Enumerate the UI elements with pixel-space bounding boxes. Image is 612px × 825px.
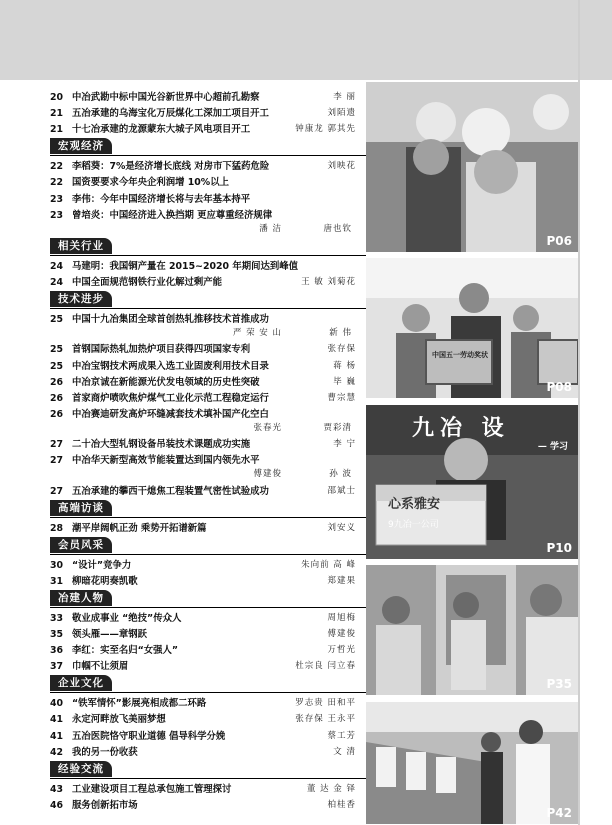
photo-p10-label: P10 (546, 541, 572, 555)
author-name: 张春光 (253, 422, 282, 433)
page-number: 36 (50, 645, 64, 657)
photo-p35-image (366, 565, 578, 695)
page-number: 21 (50, 124, 64, 136)
photo-p08[interactable] (366, 258, 578, 398)
article-author: 毕 巍 (333, 376, 356, 387)
page-number: 22 (50, 177, 64, 189)
page-number: 20 (50, 92, 64, 103)
page-number: 46 (50, 799, 64, 811)
article-title: 五冶承建的乌海宝化万辰煤化工深加工项目开工 (72, 108, 269, 120)
section-header (50, 291, 366, 309)
article-title: 柳暗花明奏凯歌 (72, 575, 138, 587)
article-author: 傅建俊 (327, 629, 356, 639)
page-number: 27 (50, 439, 64, 451)
photo-p10[interactable] (366, 405, 578, 559)
section-label: 经验交流 (50, 761, 112, 777)
article-title: 我的另一份收获 (72, 746, 138, 758)
toc-entry[interactable] (0, 258, 366, 275)
page-number: 26 (50, 408, 64, 420)
article-title: 敬业成事业 “绝技”传众人 (72, 612, 182, 624)
section-label: 冶建人物 (50, 590, 112, 606)
toc-entry[interactable] (0, 483, 366, 500)
toc-entry[interactable] (0, 642, 366, 659)
toc-entry[interactable] (0, 436, 366, 453)
photo-p08-label: P08 (546, 380, 572, 394)
section-label: 技术进步 (50, 291, 112, 307)
page-number: 23 (50, 209, 64, 221)
toc-entry[interactable] (0, 781, 366, 798)
section-header (50, 138, 366, 156)
article-title: 服务创新拓市场 (72, 799, 138, 811)
toc-entry[interactable] (0, 89, 366, 106)
article-title: 中冶京诚在新能源光伏发电领域的历史性突破 (72, 376, 260, 388)
award-caption: 中国五一劳动奖状 (432, 351, 488, 359)
toc-entry[interactable] (0, 274, 366, 291)
page-number: 24 (50, 277, 64, 288)
toc-entry[interactable] (0, 358, 366, 375)
article-title: 李伟：今年中国经济增长将与去年基本持平 (72, 193, 251, 205)
section-header (50, 761, 366, 779)
article-title: 中国十九冶集团全球首创热轧推移技术首推成功 (72, 314, 269, 326)
author-continuation (72, 326, 362, 340)
article-title: 五冶承建的攀西干熄焦工程装置气密性试验成功 (72, 485, 269, 497)
article-title: 潮平岸阔帆正劲 乘势开拓谱新篇 (72, 522, 207, 534)
section-label: 企业文化 (50, 675, 112, 691)
article-author: 刘安义 (327, 522, 356, 533)
right-edge-divider (578, 0, 580, 825)
article-title: “设计”竞争力 (72, 559, 132, 571)
photo-p35[interactable] (366, 565, 578, 695)
article-author: 蔡工芳 (327, 730, 356, 741)
article-title: 曾培炎：中国经济进入换挡期 更应尊重经济规律 (72, 209, 273, 221)
donation-box-text: 心系雅安 (388, 497, 441, 512)
page-number: 42 (50, 746, 64, 758)
author-name: 严 荣 安 山 (232, 328, 282, 339)
toc-entry[interactable] (0, 711, 366, 728)
toc-entry[interactable] (0, 695, 366, 712)
toc-entry[interactable] (0, 158, 366, 175)
article-author: 张存保 王永平 (295, 714, 356, 725)
article-author: 李 丽 (333, 92, 356, 102)
article-title: 十七冶承建的龙源蒙东大城子风电项目开工 (72, 124, 251, 136)
right-edge-header (578, 0, 612, 80)
article-title: 永定河畔放飞美丽梦想 (72, 714, 166, 726)
article-title: 二十冶大型轧钢设备吊装技术课题成功实施 (72, 439, 251, 451)
toc-entry[interactable] (0, 341, 366, 358)
section-header (50, 238, 366, 256)
page-number: 21 (50, 108, 64, 120)
article-title: 李红：实至名归“女强人” (72, 645, 179, 657)
toc-entry[interactable] (0, 728, 366, 745)
banner-subtext: — 学习 (537, 442, 568, 452)
article-author: 蒋 杨 (333, 360, 356, 371)
author-name: 傅建俊 (253, 469, 282, 480)
page-number: 35 (50, 629, 64, 640)
page-number: 28 (50, 522, 64, 534)
photo-p08-image (366, 258, 578, 398)
page-number: 22 (50, 161, 64, 173)
photo-column (366, 82, 578, 824)
page-number: 33 (50, 612, 64, 624)
page-number: 27 (50, 485, 64, 497)
article-author: 周旭梅 (327, 612, 356, 623)
photo-p06-label: P06 (546, 234, 572, 248)
article-title: 国资要要求今年央企利润增 10%以上 (72, 177, 229, 189)
article-title: 中国全面规范钢铁行业化解过剩产能 (72, 277, 223, 288)
article-author: 柏桂香 (327, 799, 356, 810)
toc-entry[interactable] (0, 105, 366, 122)
toc-entry[interactable] (0, 121, 366, 138)
photo-p35-label: P35 (546, 677, 572, 691)
page-number: 25 (50, 314, 64, 326)
page-number: 41 (50, 730, 64, 742)
article-title: 工业建设项目工程总承包施工管理探讨 (72, 783, 232, 795)
toc-entry[interactable] (0, 390, 366, 407)
section-label: 高端访谈 (50, 500, 112, 516)
toc-entry[interactable] (0, 520, 366, 537)
toc-entry[interactable] (0, 174, 366, 191)
page-number: 27 (50, 455, 64, 467)
author-name: 贾彩清 (323, 422, 352, 433)
toc-entry[interactable] (0, 610, 366, 627)
article-title: 马建明：我国铜产量在 2015~2020 年期间达到峰值 (72, 260, 298, 272)
section-header (50, 590, 366, 608)
author-continuation (72, 222, 362, 236)
article-author: 朱向前 高 峰 (301, 559, 356, 570)
table-of-contents (0, 82, 366, 822)
photo-p06[interactable] (366, 82, 578, 252)
article-author: 王 敏 刘菊花 (301, 277, 356, 287)
section-label: 相关行业 (50, 238, 112, 254)
article-title: 首家商炉喷吹焦炉煤气工业化示范工程稳定运行 (72, 392, 269, 404)
section-label: 会员风采 (50, 537, 112, 553)
author-continuation (72, 467, 362, 481)
article-author: 钟康龙 郭其先 (295, 124, 356, 135)
section-header (50, 537, 366, 555)
photo-p42[interactable] (366, 702, 578, 824)
article-author: 张存保 (327, 344, 356, 355)
toc-entry[interactable] (0, 374, 366, 391)
page-number: 43 (50, 783, 64, 795)
author-name: 唐也钦 (323, 223, 352, 234)
article-author: 郑建果 (327, 575, 356, 586)
section-label: 宏观经济 (50, 138, 112, 154)
article-title: 中冶宝钢技术两成果入选工业固废利用技术目录 (72, 360, 269, 372)
author-continuation (72, 421, 362, 435)
article-title: “铁军情怀”影展亮相成都二环路 (72, 698, 207, 710)
page-number: 30 (50, 559, 64, 571)
page-number: 40 (50, 698, 64, 710)
article-title: 李稻葵：7%是经济增长底线 对房市下猛药危险 (72, 161, 270, 173)
toc-entry[interactable] (0, 573, 366, 590)
article-title: 中冶武勘中标中国光谷新世界中心超前孔勘察 (72, 92, 260, 103)
page-number: 25 (50, 344, 64, 356)
section-header (50, 500, 366, 518)
article-title: 领头雁——章钢跃 (72, 629, 148, 640)
article-author: 刘映花 (327, 161, 356, 172)
article-author: 李 宁 (333, 439, 356, 450)
article-author: 万哲光 (327, 645, 356, 656)
author-name: 新 伟 (329, 328, 352, 339)
article-author: 罗志贵 田和平 (295, 698, 356, 709)
toc-entry[interactable] (0, 658, 366, 675)
page-number: 26 (50, 376, 64, 388)
article-author: 杜宗良 闫立春 (295, 661, 356, 672)
article-author: 邵斌士 (327, 485, 356, 496)
author-name: 孙 波 (329, 469, 352, 480)
toc-entry[interactable] (0, 557, 366, 574)
page-number: 23 (50, 193, 64, 205)
donation-box-subtext: 9九冶一公司 (388, 520, 439, 530)
article-author: 文 清 (333, 746, 356, 757)
toc-entry[interactable] (0, 191, 366, 208)
article-title: 中冶赛迪研发高炉环缝减套技术填补国产化空白 (72, 408, 269, 420)
section-header (50, 675, 366, 693)
page-number: 41 (50, 714, 64, 726)
author-name: 潘 洁 (259, 223, 282, 234)
toc-entry[interactable] (0, 626, 366, 643)
article-author: 刘陌遗 (327, 108, 356, 119)
page-number: 26 (50, 392, 64, 404)
banner-text: 九冶 设 (412, 416, 510, 441)
toc-entry[interactable] (0, 744, 366, 761)
page-number: 31 (50, 575, 64, 587)
article-title: 巾帼不让须眉 (72, 661, 129, 673)
article-title: 首钢国际热轧加热炉项目获得四项国家专利 (72, 344, 251, 356)
toc-entry[interactable] (0, 797, 366, 814)
article-author: 曹宗慧 (327, 392, 356, 403)
article-title: 中冶华天新型高效节能装置达到国内领先水平 (72, 455, 260, 467)
photo-p06-image (366, 82, 578, 252)
page-number: 24 (50, 260, 64, 272)
article-author: 董 达 金 铎 (306, 783, 356, 794)
article-title: 五冶医院恪守职业道德 倡导科学分娩 (72, 730, 226, 742)
top-header-band (0, 0, 612, 80)
photo-p42-label: P42 (546, 806, 572, 820)
right-edge-strip (578, 0, 612, 825)
page-number: 37 (50, 661, 64, 673)
page-number: 25 (50, 360, 64, 372)
